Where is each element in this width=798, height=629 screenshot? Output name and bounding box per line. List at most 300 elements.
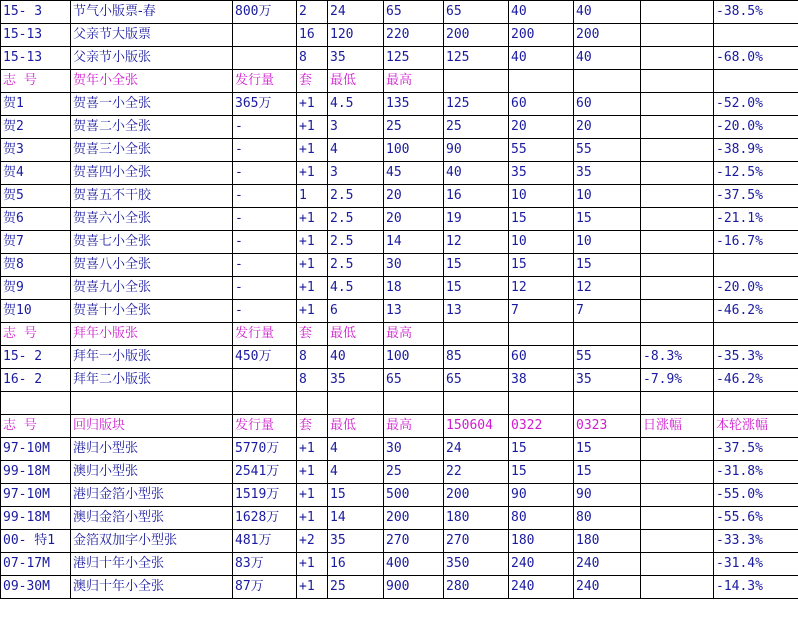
cell-set[interactable]: +1: [297, 231, 328, 254]
cell-round-change[interactable]: -68.0%: [714, 47, 798, 70]
cell-name[interactable]: 港归十年小全张: [71, 553, 233, 576]
cell-high[interactable]: 30: [384, 438, 444, 461]
table-body: [1, 1, 798, 599]
cell-name[interactable]: 贺喜九小全张: [71, 277, 233, 300]
cell-stamp-id[interactable]: 贺1: [1, 93, 71, 116]
cell-name[interactable]: 金箔双加字小型张: [71, 530, 233, 553]
cell-issue-qty[interactable]: 365万: [233, 93, 297, 116]
cell-low[interactable]: 最低: [328, 415, 384, 438]
cell-daily-change[interactable]: -8.3%: [641, 346, 714, 369]
cell-daily-change[interactable]: [641, 185, 714, 208]
cell-issue-qty[interactable]: -: [233, 277, 297, 300]
cell-set[interactable]: 2: [297, 1, 328, 24]
cell-low[interactable]: 4: [328, 438, 384, 461]
cell-name[interactable]: 拜年一小版张: [71, 346, 233, 369]
cell-stamp-id[interactable]: 贺7: [1, 231, 71, 254]
cell-round-change[interactable]: -33.3%: [714, 530, 798, 553]
cell-price-c[interactable]: 15: [574, 461, 641, 484]
cell-price-b[interactable]: 40: [509, 1, 574, 24]
cell-price-b[interactable]: 0322: [509, 415, 574, 438]
cell-stamp-id[interactable]: 贺2: [1, 116, 71, 139]
table-row: [1, 553, 798, 576]
cell-set[interactable]: 1: [297, 185, 328, 208]
cell-stamp-id[interactable]: 贺10: [1, 300, 71, 323]
cell-high[interactable]: 500: [384, 484, 444, 507]
cell-low[interactable]: 最低: [328, 323, 384, 346]
cell-stamp-id[interactable]: 07-17M: [1, 553, 71, 576]
cell-round-change[interactable]: 本轮涨幅: [714, 415, 798, 438]
cell-low[interactable]: 4.5: [328, 277, 384, 300]
cell-issue-qty[interactable]: -: [233, 185, 297, 208]
cell-price-a[interactable]: [444, 70, 509, 93]
cell-stamp-id[interactable]: [1, 392, 71, 415]
cell-price-a[interactable]: 22: [444, 461, 509, 484]
cell-low[interactable]: 6: [328, 300, 384, 323]
cell-low[interactable]: 2.5: [328, 185, 384, 208]
cell-high[interactable]: 125: [384, 47, 444, 70]
cell-low[interactable]: 4: [328, 139, 384, 162]
cell-set[interactable]: 8: [297, 47, 328, 70]
cell-issue-qty[interactable]: 1628万: [233, 507, 297, 530]
cell-price-c[interactable]: 10: [574, 185, 641, 208]
cell-high[interactable]: 25: [384, 461, 444, 484]
cell-round-change[interactable]: -31.4%: [714, 553, 798, 576]
cell-low[interactable]: 2.5: [328, 208, 384, 231]
cell-price-a[interactable]: 19: [444, 208, 509, 231]
cell-stamp-id[interactable]: 贺3: [1, 139, 71, 162]
cell-set[interactable]: 8: [297, 346, 328, 369]
cell-price-c[interactable]: 240: [574, 553, 641, 576]
cell-issue-qty[interactable]: 83万: [233, 553, 297, 576]
table-row: [1, 461, 798, 484]
cell-price-b[interactable]: 180: [509, 530, 574, 553]
cell-set[interactable]: +1: [297, 507, 328, 530]
cell-low[interactable]: 3: [328, 162, 384, 185]
cell-set[interactable]: +1: [297, 162, 328, 185]
cell-price-b[interactable]: 40: [509, 47, 574, 70]
cell-price-a[interactable]: 40: [444, 162, 509, 185]
table-row: [1, 208, 798, 231]
cell-round-change[interactable]: -38.5%: [714, 1, 798, 24]
cell-round-change[interactable]: -14.3%: [714, 576, 798, 599]
cell-price-a[interactable]: 85: [444, 346, 509, 369]
cell-price-a[interactable]: 150604: [444, 415, 509, 438]
cell-issue-qty[interactable]: -: [233, 139, 297, 162]
cell-high[interactable]: 220: [384, 24, 444, 47]
cell-price-c[interactable]: 15: [574, 254, 641, 277]
cell-price-a[interactable]: 16: [444, 185, 509, 208]
cell-round-change[interactable]: -35.3%: [714, 346, 798, 369]
cell-low[interactable]: 2.5: [328, 254, 384, 277]
cell-set[interactable]: 16: [297, 24, 328, 47]
cell-round-change[interactable]: -38.9%: [714, 139, 798, 162]
cell-price-b[interactable]: 7: [509, 300, 574, 323]
cell-stamp-id[interactable]: 15- 2: [1, 346, 71, 369]
cell-name[interactable]: 拜年二小版张: [71, 369, 233, 392]
cell-price-b[interactable]: 20: [509, 116, 574, 139]
cell-name[interactable]: 贺喜四小全张: [71, 162, 233, 185]
cell-high[interactable]: 20: [384, 185, 444, 208]
cell-high[interactable]: [384, 392, 444, 415]
cell-set[interactable]: [297, 392, 328, 415]
cell-low[interactable]: [328, 392, 384, 415]
cell-daily-change[interactable]: [641, 1, 714, 24]
cell-daily-change[interactable]: -7.9%: [641, 369, 714, 392]
cell-round-change[interactable]: [714, 254, 798, 277]
cell-set[interactable]: 套: [297, 70, 328, 93]
cell-issue-qty[interactable]: 发行量: [233, 70, 297, 93]
cell-name[interactable]: 拜年小版张: [71, 323, 233, 346]
table-row: [1, 254, 798, 277]
cell-price-b[interactable]: 60: [509, 93, 574, 116]
cell-high[interactable]: 20: [384, 208, 444, 231]
cell-daily-change[interactable]: [641, 530, 714, 553]
cell-price-c[interactable]: 20: [574, 116, 641, 139]
cell-name[interactable]: 澳归金箔小型张: [71, 507, 233, 530]
cell-price-b[interactable]: 240: [509, 576, 574, 599]
cell-low[interactable]: 4.5: [328, 93, 384, 116]
cell-price-c[interactable]: [574, 70, 641, 93]
cell-stamp-id[interactable]: 99-18M: [1, 507, 71, 530]
cell-price-c[interactable]: 180: [574, 530, 641, 553]
cell-set[interactable]: +1: [297, 116, 328, 139]
cell-price-c[interactable]: 60: [574, 93, 641, 116]
table-row: [1, 47, 798, 70]
cell-high[interactable]: 200: [384, 507, 444, 530]
cell-round-change[interactable]: -46.2%: [714, 300, 798, 323]
cell-high[interactable]: 135: [384, 93, 444, 116]
cell-price-a[interactable]: 350: [444, 553, 509, 576]
table-row: [1, 24, 798, 47]
cell-price-a[interactable]: [444, 392, 509, 415]
cell-low[interactable]: 15: [328, 484, 384, 507]
cell-price-a[interactable]: 12: [444, 231, 509, 254]
cell-price-a[interactable]: 24: [444, 438, 509, 461]
cell-issue-qty[interactable]: [233, 24, 297, 47]
cell-daily-change[interactable]: [641, 323, 714, 346]
cell-set[interactable]: +1: [297, 438, 328, 461]
cell-stamp-id[interactable]: 贺5: [1, 185, 71, 208]
cell-price-b[interactable]: 35: [509, 162, 574, 185]
cell-high[interactable]: 65: [384, 369, 444, 392]
cell-price-b[interactable]: [509, 70, 574, 93]
table-row: [1, 530, 798, 553]
table-row: [1, 576, 798, 599]
cell-price-b[interactable]: 55: [509, 139, 574, 162]
cell-round-change[interactable]: -20.0%: [714, 116, 798, 139]
cell-low[interactable]: 16: [328, 553, 384, 576]
cell-name[interactable]: 贺喜七小全张: [71, 231, 233, 254]
cell-stamp-id[interactable]: 00- 特1: [1, 530, 71, 553]
cell-low[interactable]: 3: [328, 116, 384, 139]
cell-high[interactable]: 18: [384, 277, 444, 300]
cell-price-a[interactable]: [444, 323, 509, 346]
cell-set[interactable]: +1: [297, 208, 328, 231]
cell-daily-change[interactable]: [641, 162, 714, 185]
table-row: [1, 162, 798, 185]
cell-set[interactable]: +1: [297, 576, 328, 599]
cell-price-a[interactable]: 280: [444, 576, 509, 599]
cell-name[interactable]: [71, 392, 233, 415]
cell-stamp-id[interactable]: 志 号: [1, 415, 71, 438]
cell-daily-change[interactable]: [641, 484, 714, 507]
cell-daily-change[interactable]: [641, 139, 714, 162]
cell-round-change[interactable]: -12.5%: [714, 162, 798, 185]
cell-price-b[interactable]: 15: [509, 208, 574, 231]
cell-price-b[interactable]: 15: [509, 438, 574, 461]
cell-issue-qty[interactable]: -: [233, 116, 297, 139]
cell-stamp-id[interactable]: 志 号: [1, 70, 71, 93]
cell-name[interactable]: 父亲节大版票: [71, 24, 233, 47]
cell-daily-change[interactable]: [641, 277, 714, 300]
cell-stamp-id[interactable]: 15-13: [1, 24, 71, 47]
cell-round-change[interactable]: -55.0%: [714, 484, 798, 507]
cell-price-a[interactable]: 125: [444, 93, 509, 116]
cell-price-a[interactable]: 270: [444, 530, 509, 553]
cell-high[interactable]: 30: [384, 254, 444, 277]
cell-name[interactable]: 贺年小全张: [71, 70, 233, 93]
cell-name[interactable]: 贺喜五不干胶: [71, 185, 233, 208]
cell-daily-change[interactable]: [641, 461, 714, 484]
cell-stamp-id[interactable]: 97-10M: [1, 484, 71, 507]
cell-high[interactable]: 65: [384, 1, 444, 24]
cell-high[interactable]: 270: [384, 530, 444, 553]
cell-low[interactable]: 35: [328, 47, 384, 70]
cell-stamp-id[interactable]: 贺8: [1, 254, 71, 277]
table-row: [1, 438, 798, 461]
cell-price-b[interactable]: [509, 392, 574, 415]
cell-daily-change[interactable]: [641, 93, 714, 116]
cell-stamp-id[interactable]: 贺9: [1, 277, 71, 300]
cell-daily-change[interactable]: [641, 116, 714, 139]
cell-price-c[interactable]: 200: [574, 24, 641, 47]
cell-round-change[interactable]: -52.0%: [714, 93, 798, 116]
cell-issue-qty[interactable]: -: [233, 300, 297, 323]
cell-issue-qty[interactable]: [233, 392, 297, 415]
cell-price-a[interactable]: 15: [444, 254, 509, 277]
cell-price-c[interactable]: [574, 323, 641, 346]
cell-issue-qty[interactable]: 87万: [233, 576, 297, 599]
cell-daily-change[interactable]: [641, 24, 714, 47]
cell-round-change[interactable]: [714, 24, 798, 47]
cell-set[interactable]: +1: [297, 300, 328, 323]
cell-stamp-id[interactable]: 贺6: [1, 208, 71, 231]
cell-high[interactable]: 25: [384, 116, 444, 139]
cell-price-a[interactable]: 65: [444, 1, 509, 24]
cell-high[interactable]: 400: [384, 553, 444, 576]
cell-set[interactable]: +1: [297, 484, 328, 507]
cell-round-change[interactable]: -16.7%: [714, 231, 798, 254]
cell-name[interactable]: 节气小版票-春: [71, 1, 233, 24]
cell-set[interactable]: +1: [297, 461, 328, 484]
cell-price-c[interactable]: 40: [574, 47, 641, 70]
cell-name[interactable]: 贺喜二小全张: [71, 116, 233, 139]
cell-name[interactable]: 贺喜十小全张: [71, 300, 233, 323]
cell-issue-qty[interactable]: 发行量: [233, 415, 297, 438]
cell-round-change[interactable]: -55.6%: [714, 507, 798, 530]
cell-price-c[interactable]: 35: [574, 369, 641, 392]
cell-price-c[interactable]: 0323: [574, 415, 641, 438]
cell-set[interactable]: 套: [297, 415, 328, 438]
cell-daily-change[interactable]: [641, 300, 714, 323]
cell-price-b[interactable]: 200: [509, 24, 574, 47]
cell-issue-qty[interactable]: -: [233, 162, 297, 185]
cell-daily-change[interactable]: [641, 70, 714, 93]
cell-high[interactable]: 14: [384, 231, 444, 254]
cell-price-c[interactable]: 40: [574, 1, 641, 24]
cell-price-a[interactable]: 25: [444, 116, 509, 139]
cell-price-c[interactable]: 240: [574, 576, 641, 599]
cell-high[interactable]: 100: [384, 346, 444, 369]
cell-low[interactable]: 35: [328, 530, 384, 553]
cell-price-c[interactable]: 90: [574, 484, 641, 507]
cell-issue-qty[interactable]: 发行量: [233, 323, 297, 346]
cell-daily-change[interactable]: [641, 392, 714, 415]
cell-set[interactable]: +1: [297, 553, 328, 576]
table-section-header: [1, 70, 798, 93]
cell-price-c[interactable]: 15: [574, 438, 641, 461]
cell-round-change[interactable]: -46.2%: [714, 369, 798, 392]
cell-daily-change[interactable]: [641, 231, 714, 254]
cell-price-b[interactable]: 15: [509, 461, 574, 484]
cell-stamp-id[interactable]: 15-13: [1, 47, 71, 70]
cell-issue-qty[interactable]: 5770万: [233, 438, 297, 461]
cell-price-b[interactable]: 38: [509, 369, 574, 392]
cell-round-change[interactable]: -31.8%: [714, 461, 798, 484]
cell-daily-change[interactable]: [641, 553, 714, 576]
cell-set[interactable]: +1: [297, 93, 328, 116]
cell-price-a[interactable]: 15: [444, 277, 509, 300]
cell-low[interactable]: 25: [328, 576, 384, 599]
cell-issue-qty[interactable]: [233, 369, 297, 392]
cell-set[interactable]: +1: [297, 139, 328, 162]
cell-price-a[interactable]: 200: [444, 484, 509, 507]
cell-high[interactable]: 最高: [384, 70, 444, 93]
cell-issue-qty[interactable]: 2541万: [233, 461, 297, 484]
cell-name[interactable]: 贺喜六小全张: [71, 208, 233, 231]
cell-price-b[interactable]: 10: [509, 231, 574, 254]
cell-stamp-id[interactable]: 99-18M: [1, 461, 71, 484]
cell-price-c[interactable]: [574, 392, 641, 415]
cell-daily-change[interactable]: [641, 208, 714, 231]
cell-price-a[interactable]: 13: [444, 300, 509, 323]
cell-price-b[interactable]: 240: [509, 553, 574, 576]
cell-name[interactable]: 贺喜三小全张: [71, 139, 233, 162]
cell-price-b[interactable]: 10: [509, 185, 574, 208]
cell-price-b[interactable]: 80: [509, 507, 574, 530]
cell-price-a[interactable]: 65: [444, 369, 509, 392]
cell-price-c[interactable]: 7: [574, 300, 641, 323]
cell-high[interactable]: 最高: [384, 415, 444, 438]
cell-high[interactable]: 13: [384, 300, 444, 323]
cell-low[interactable]: 14: [328, 507, 384, 530]
cell-issue-qty[interactable]: 450万: [233, 346, 297, 369]
cell-price-b[interactable]: 12: [509, 277, 574, 300]
cell-stamp-id[interactable]: 贺4: [1, 162, 71, 185]
cell-stamp-id[interactable]: 志 号: [1, 323, 71, 346]
cell-round-change[interactable]: [714, 323, 798, 346]
cell-stamp-id[interactable]: 16- 2: [1, 369, 71, 392]
cell-stamp-id[interactable]: 97-10M: [1, 438, 71, 461]
cell-set[interactable]: 套: [297, 323, 328, 346]
cell-issue-qty[interactable]: -: [233, 254, 297, 277]
cell-issue-qty[interactable]: [233, 47, 297, 70]
cell-high[interactable]: 100: [384, 139, 444, 162]
cell-set[interactable]: 8: [297, 369, 328, 392]
cell-name[interactable]: 澳归十年小全张: [71, 576, 233, 599]
cell-price-a[interactable]: 90: [444, 139, 509, 162]
cell-name[interactable]: 港归小型张: [71, 438, 233, 461]
cell-issue-qty[interactable]: 800万: [233, 1, 297, 24]
cell-daily-change[interactable]: [641, 47, 714, 70]
table-row: [1, 1, 798, 24]
cell-round-change[interactable]: -20.0%: [714, 277, 798, 300]
cell-high[interactable]: 900: [384, 576, 444, 599]
cell-round-change[interactable]: -21.1%: [714, 208, 798, 231]
cell-name[interactable]: 父亲节小版张: [71, 47, 233, 70]
table-row: [1, 507, 798, 530]
cell-price-c[interactable]: 55: [574, 346, 641, 369]
cell-daily-change[interactable]: 日涨幅: [641, 415, 714, 438]
cell-daily-change[interactable]: [641, 576, 714, 599]
cell-low[interactable]: 120: [328, 24, 384, 47]
cell-price-c[interactable]: 80: [574, 507, 641, 530]
cell-price-b[interactable]: [509, 323, 574, 346]
cell-price-b[interactable]: 90: [509, 484, 574, 507]
cell-issue-qty[interactable]: -: [233, 231, 297, 254]
cell-daily-change[interactable]: [641, 507, 714, 530]
cell-issue-qty[interactable]: 1519万: [233, 484, 297, 507]
cell-name[interactable]: 贺喜八小全张: [71, 254, 233, 277]
cell-price-a[interactable]: 125: [444, 47, 509, 70]
cell-stamp-id[interactable]: 09-30M: [1, 576, 71, 599]
cell-daily-change[interactable]: [641, 438, 714, 461]
cell-stamp-id[interactable]: 15- 3: [1, 1, 71, 24]
cell-set[interactable]: +1: [297, 277, 328, 300]
cell-price-b[interactable]: 15: [509, 254, 574, 277]
cell-low[interactable]: 24: [328, 1, 384, 24]
cell-set[interactable]: +2: [297, 530, 328, 553]
cell-name[interactable]: 回归版块: [71, 415, 233, 438]
cell-price-a[interactable]: 200: [444, 24, 509, 47]
cell-round-change[interactable]: -37.5%: [714, 438, 798, 461]
cell-price-c[interactable]: 15: [574, 208, 641, 231]
cell-low[interactable]: 4: [328, 461, 384, 484]
cell-name[interactable]: 贺喜一小全张: [71, 93, 233, 116]
cell-price-c[interactable]: 10: [574, 231, 641, 254]
cell-high[interactable]: 最高: [384, 323, 444, 346]
cell-price-b[interactable]: 60: [509, 346, 574, 369]
cell-round-change[interactable]: [714, 70, 798, 93]
cell-issue-qty[interactable]: -: [233, 208, 297, 231]
cell-low[interactable]: 40: [328, 346, 384, 369]
cell-round-change[interactable]: -37.5%: [714, 185, 798, 208]
cell-low[interactable]: 2.5: [328, 231, 384, 254]
cell-daily-change[interactable]: [641, 254, 714, 277]
cell-low[interactable]: 最低: [328, 70, 384, 93]
cell-price-c[interactable]: 12: [574, 277, 641, 300]
cell-name[interactable]: 港归金箔小型张: [71, 484, 233, 507]
cell-name[interactable]: 澳归小型张: [71, 461, 233, 484]
cell-round-change[interactable]: [714, 392, 798, 415]
cell-high[interactable]: 45: [384, 162, 444, 185]
cell-price-a[interactable]: 180: [444, 507, 509, 530]
cell-set[interactable]: +1: [297, 254, 328, 277]
cell-price-c[interactable]: 55: [574, 139, 641, 162]
cell-issue-qty[interactable]: 481万: [233, 530, 297, 553]
cell-price-c[interactable]: 35: [574, 162, 641, 185]
cell-low[interactable]: 35: [328, 369, 384, 392]
